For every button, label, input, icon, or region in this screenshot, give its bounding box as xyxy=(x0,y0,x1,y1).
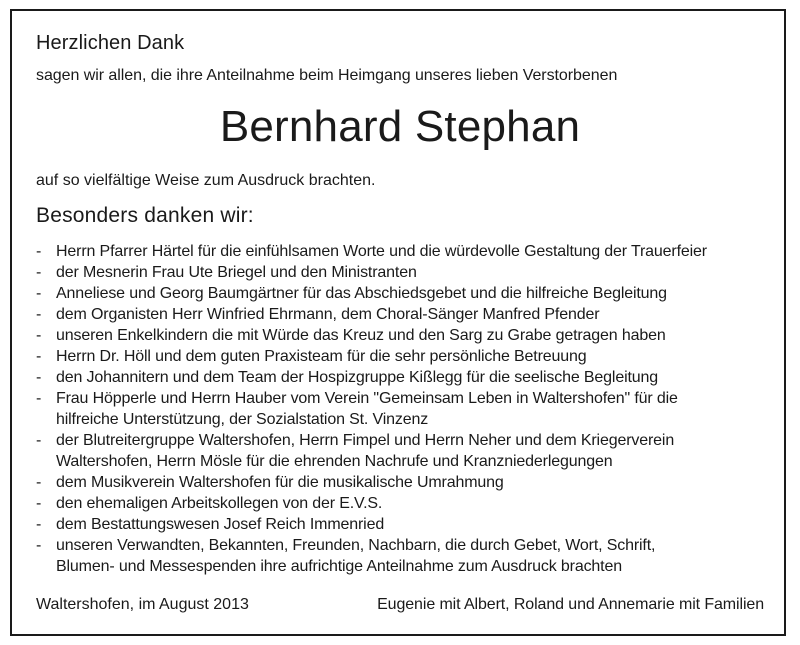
list-item xyxy=(36,325,776,346)
list-item xyxy=(36,304,776,325)
bullet-dash: - xyxy=(36,327,42,344)
bullet-dash: - xyxy=(36,285,42,302)
list-item-line: unseren Verwandten, Bekannten, Freunden, Nachbarn, die durch Gebet, Wort, Schrift, xyxy=(56,537,656,554)
list-item-line: unseren Enkelkindern die mit Würde das Kreuz und den Sarg zu Grabe getragen haben xyxy=(56,327,666,344)
list-item-line: der Mesnerin Frau Ute Briegel und den Ministranten xyxy=(56,264,417,281)
list-item xyxy=(36,367,776,388)
list-item-line: Herrn Pfarrer Härtel für die einfühlsamen Worte und die würdevolle Gestaltung der Trauerfeier xyxy=(56,243,707,260)
list-item xyxy=(36,283,776,304)
list-item-line: den Johannitern und dem Team der Hospizgruppe Kißlegg für die seelische Begleitung xyxy=(56,369,659,386)
list-item-line: Anneliese und Georg Baumgärtner für das Abschiedsgebet und die hilfreiche Begleitung xyxy=(56,285,667,302)
thanks-list xyxy=(36,241,776,577)
outro-text: auf so vielfältige Weise zum Ausdruck brachten. xyxy=(36,172,376,189)
bullet-dash: - xyxy=(36,243,42,260)
list-item xyxy=(36,388,776,430)
notice-heading: Herzlichen Dank xyxy=(36,32,185,54)
bullet-dash: - xyxy=(36,432,42,449)
list-item xyxy=(36,472,776,493)
list-item-line: Blumen- und Messespenden ihre aufrichtige Anteilnahme zum Ausdruck brachten xyxy=(56,558,622,575)
bullet-dash: - xyxy=(36,516,42,533)
bullet-dash: - xyxy=(36,348,42,365)
list-item xyxy=(36,346,776,367)
list-item-line: hilfreiche Unterstützung, der Sozialstation St. Vinzenz xyxy=(56,411,429,428)
list-item xyxy=(36,535,776,577)
bullet-dash: - xyxy=(36,537,42,554)
thanks-subheading: Besonders danken wir: xyxy=(36,204,254,227)
list-item-line: den ehemaligen Arbeitskollegen von der E.V.S. xyxy=(56,495,383,512)
place-date: Waltershofen, im August 2013 xyxy=(36,596,249,613)
bullet-dash: - xyxy=(36,495,42,512)
list-item xyxy=(36,262,776,283)
bullet-dash: - xyxy=(36,369,42,386)
signature: Eugenie mit Albert, Roland und Annemarie mit Familien xyxy=(377,596,764,613)
list-item-line: Frau Höpperle und Herrn Hauber vom Verein "Gemeinsam Leben in Waltershofen" für die xyxy=(56,390,678,407)
list-item-line: der Blutreitergruppe Waltershofen, Herrn Fimpel und Herrn Neher und dem Kriegerverein xyxy=(56,432,675,449)
list-item xyxy=(36,493,776,514)
bullet-dash: - xyxy=(36,474,42,491)
list-item-line: dem Bestattungswesen Josef Reich Immenried xyxy=(56,516,385,533)
bullet-dash: - xyxy=(36,264,42,281)
list-item xyxy=(36,241,776,262)
list-item-line: dem Organisten Herr Winfried Ehrmann, dem Choral-Sänger Manfred Pfender xyxy=(56,306,600,323)
intro-text: sagen wir allen, die ihre Anteilnahme beim Heimgang unseres lieben Verstorbenen xyxy=(36,67,618,84)
list-item-line: Waltershofen, Herrn Mösle für die ehrenden Nachrufe und Kranzniederlegungen xyxy=(56,453,613,470)
list-item-line: dem Musikverein Waltershofen für die musikalische Umrahmung xyxy=(56,474,504,491)
deceased-name: Bernhard Stephan xyxy=(219,102,581,151)
bullet-dash: - xyxy=(36,390,42,407)
list-item xyxy=(36,514,776,535)
bullet-dash: - xyxy=(36,306,42,323)
list-item-line: Herrn Dr. Höll und dem guten Praxisteam für die sehr persönliche Betreuung xyxy=(56,348,587,365)
list-item xyxy=(36,430,776,472)
